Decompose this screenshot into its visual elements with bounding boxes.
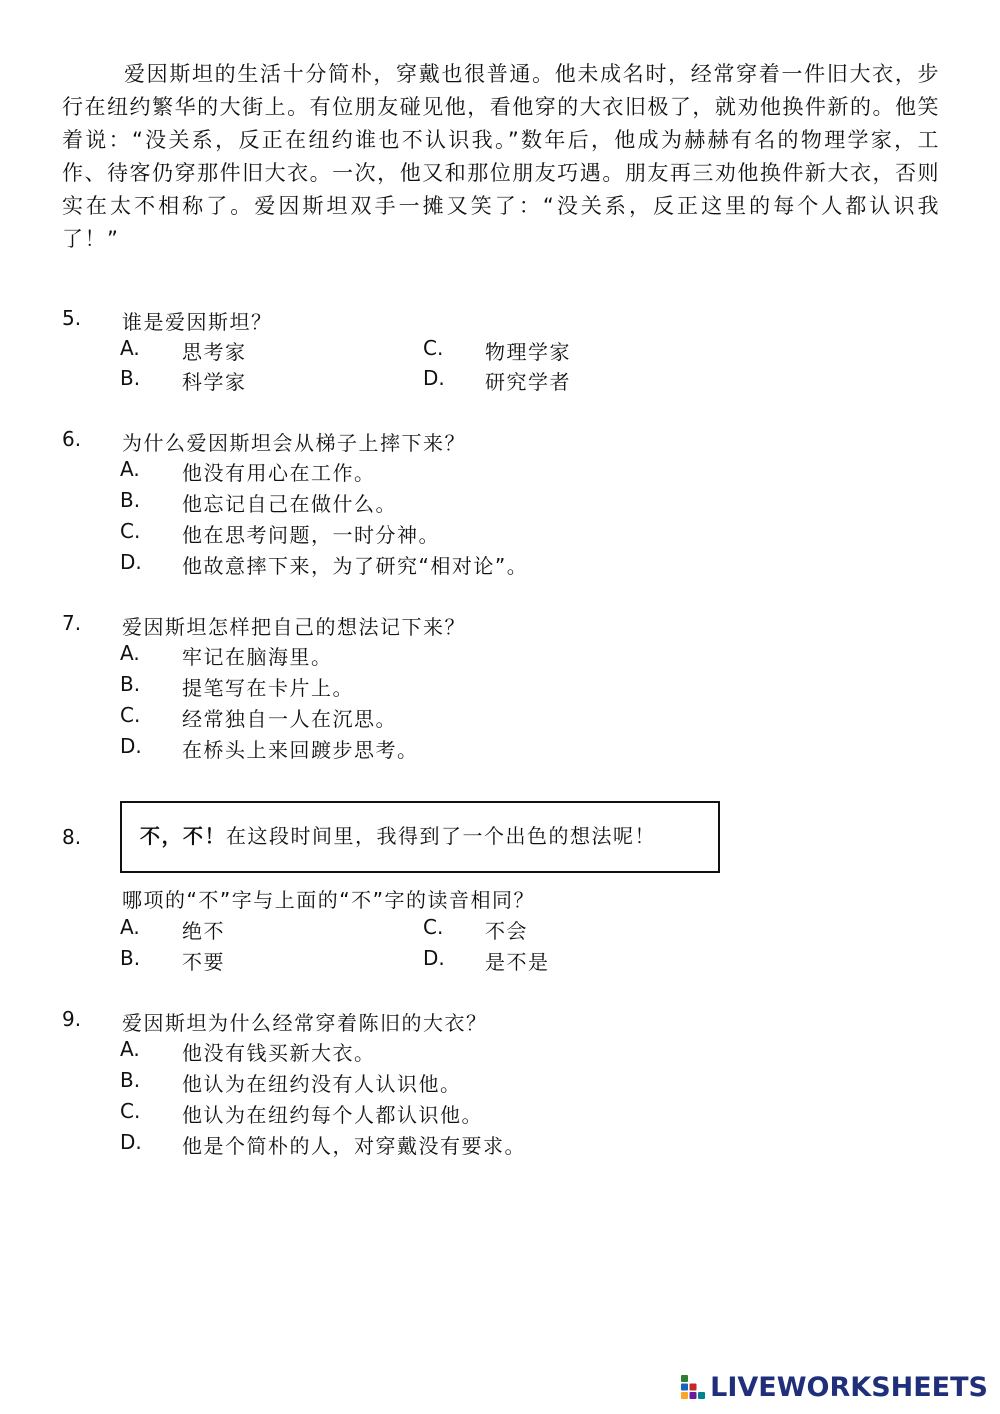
question-text: 爱因斯坦怎样把自己的想法记下来？ xyxy=(122,615,466,639)
question-text: 爱因斯坦为什么经常穿着陈旧的大衣？ xyxy=(122,1011,488,1035)
option-text: 不会 xyxy=(485,919,528,943)
option-letter: B. xyxy=(120,672,141,696)
option-text: 在桥头上来回踱步思考。 xyxy=(182,738,419,762)
option-text: 经常独自一人在沉思。 xyxy=(182,707,397,731)
option-text: 他认为在纽约没有人认识他。 xyxy=(182,1072,462,1096)
option-letter: D. xyxy=(120,1130,142,1154)
option-text: 他忘记自己在做什么。 xyxy=(182,492,397,516)
liveworksheets-text: LIVEWORKSHEETS xyxy=(710,1371,988,1403)
option-letter: C. xyxy=(423,915,444,939)
option-letter: A. xyxy=(120,915,140,939)
option-letter: D. xyxy=(423,946,445,970)
question-number: 8. xyxy=(62,825,82,849)
option-text: 思考家 xyxy=(182,340,247,364)
option-text: 物理学家 xyxy=(485,340,571,364)
quote-box xyxy=(120,801,720,873)
question-number: 5. xyxy=(62,306,82,330)
option-letter: A. xyxy=(120,457,140,481)
option-text: 他没有用心在工作。 xyxy=(182,461,376,485)
option-letter: A. xyxy=(120,336,140,360)
option-letter: A. xyxy=(120,641,140,665)
option-text: 不要 xyxy=(182,950,225,974)
quote-rest: 在这段时间里，我得到了一个出色的想法呢！ xyxy=(226,824,656,848)
option-letter: B. xyxy=(120,488,141,512)
option-text: 是不是 xyxy=(485,950,550,974)
option-letter: D. xyxy=(120,550,142,574)
option-text: 科学家 xyxy=(182,370,247,394)
option-text: 研究学者 xyxy=(485,370,571,394)
question-text: 哪项的“不”字与上面的“不”字的读音相同？ xyxy=(122,888,535,912)
question-text: 为什么爱因斯坦会从梯子上摔下来？ xyxy=(122,431,466,455)
option-text: 他是个简朴的人，对穿戴没有要求。 xyxy=(182,1134,526,1158)
option-text: 他在思考问题，一时分神。 xyxy=(182,523,440,547)
option-text: 他故意摔下来，为了研究“相对论”。 xyxy=(182,554,529,578)
question-text: 谁是爱因斯坦？ xyxy=(122,310,273,334)
liveworksheets-brand[interactable] xyxy=(680,1370,988,1404)
option-letter: A. xyxy=(120,1037,140,1061)
option-letter: D. xyxy=(423,366,445,390)
option-text: 提笔写在卡片上。 xyxy=(182,676,354,700)
option-letter: C. xyxy=(423,336,444,360)
option-text: 他认为在纽约每个人都认识他。 xyxy=(182,1103,483,1127)
option-text: 牢记在脑海里。 xyxy=(182,645,333,669)
reading-passage: 爱因斯坦的生活十分简朴，穿戴也很普通。他未成名时，经常穿着一件旧大衣，步行在纽约繁华的大街上。有位朋友碰见他，看他穿的大衣旧极了，就劝他换件新的。他笑着说：“没关系，反正在纽约谁也不认识我。”数年后，他成为赫赫有名的物理学家，工作、待客仍穿那件旧大衣。一次，他又和那位朋友巧遇。朋友再三劝他换件新大衣，否则实在太不相称了。爱因斯坦双手一摊又笑了：“没关系，反正这里的每个人都认识我了！” xyxy=(62,62,940,251)
option-text: 绝不 xyxy=(182,919,225,943)
quote-bold: 不，不！ xyxy=(140,824,226,848)
option-letter: B. xyxy=(120,1068,141,1092)
option-text: 他没有钱买新大衣。 xyxy=(182,1041,376,1065)
question-number: 7. xyxy=(62,611,82,635)
question-number: 9. xyxy=(62,1007,82,1031)
option-letter: B. xyxy=(120,366,141,390)
option-letter: C. xyxy=(120,703,141,727)
option-letter: C. xyxy=(120,519,141,543)
option-letter: D. xyxy=(120,734,142,758)
option-letter: B. xyxy=(120,946,141,970)
quote-text xyxy=(140,820,656,849)
liveworksheets-logo-icon xyxy=(680,1374,706,1400)
option-letter: C. xyxy=(120,1099,141,1123)
question-number: 6. xyxy=(62,427,82,451)
